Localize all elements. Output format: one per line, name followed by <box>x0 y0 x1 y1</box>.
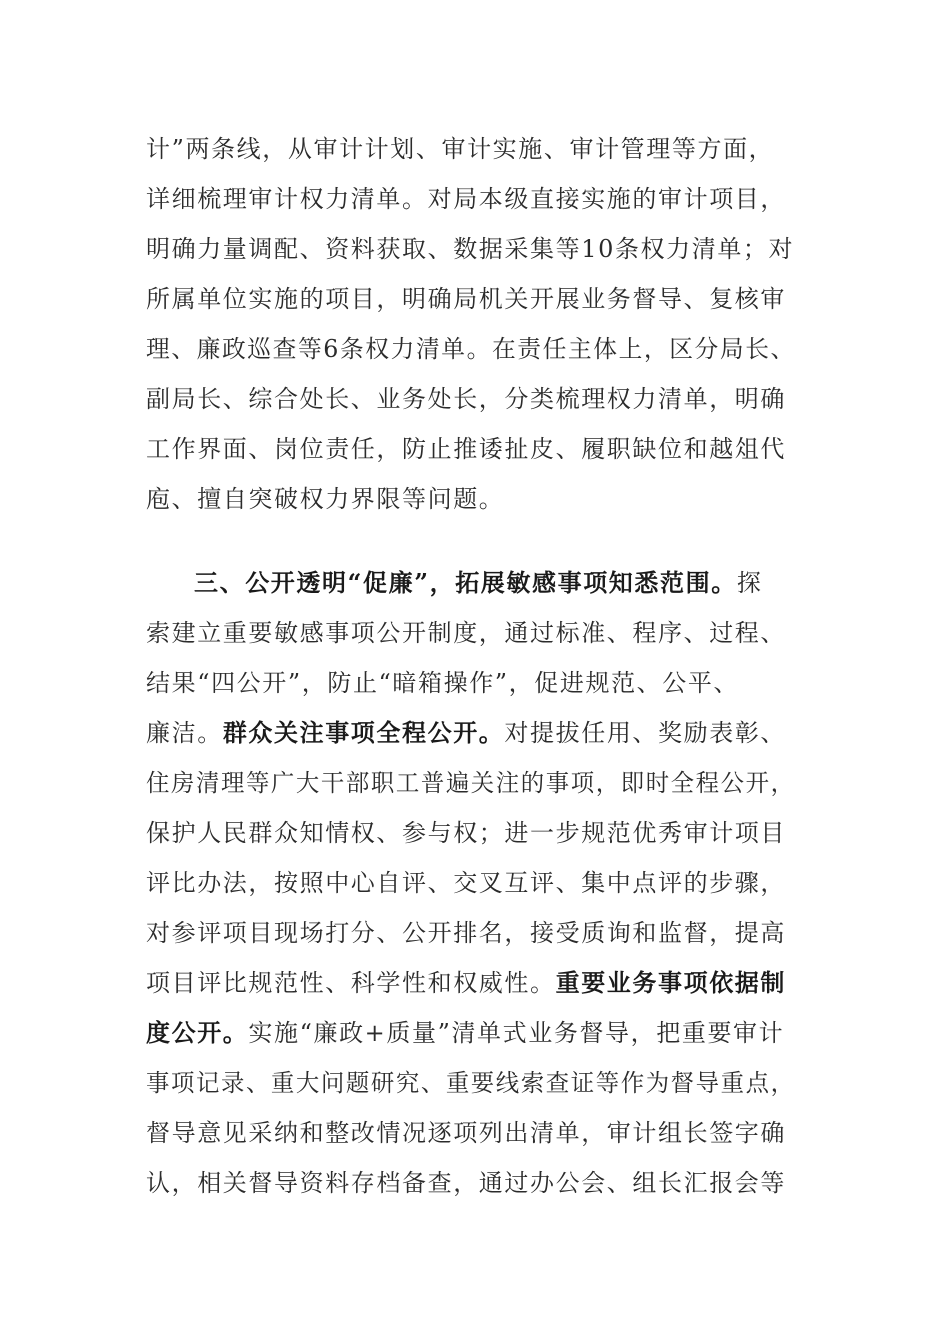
p2-line-1-rest: 探 <box>736 569 763 597</box>
p2-line-12: 督导意见采纳和整改情况逐项列出清单，审计组长签字确 <box>146 1119 786 1147</box>
subheading-business-matters-cont: 度公开。 <box>146 1018 249 1047</box>
section-heading: 三、公开透明“促廉”，拓展敏感事项知悉范围。 <box>194 568 737 597</box>
p1-line-1: 计”两条线，从审计计划、审计实施、审计管理等方面， <box>146 135 775 163</box>
p2-line-5: 住房清理等广大干部职工普遍关注的事项，即时全程公开， <box>146 769 796 797</box>
p2-line-8: 对参评项目现场打分、公开排名，接受质询和监督，提高 <box>146 919 786 947</box>
p2-line-9-pre: 项目评比规范性、科学性和权威性。 <box>146 969 556 997</box>
subheading-business-matters: 重要业务事项依据制 <box>555 968 787 997</box>
p2-line-9 <box>146 968 786 998</box>
p1-line-8: 庖、擅自突破权力界限等问题。 <box>146 485 505 513</box>
p1-line-7: 工作界面、岗位责任，防止推诿扯皮、履职缺位和越俎代 <box>146 435 786 463</box>
p2-line-4-rest: 对提拔任用、奖励表彰、 <box>504 719 787 747</box>
p1-line-3: 明确力量调配、资料获取、数据采集等10条权力清单；对 <box>146 235 795 263</box>
p2-line-10-rest: 实施“廉政+质量”清单式业务督导，把重要审计 <box>248 1019 785 1047</box>
p2-line-1 <box>194 568 762 598</box>
p2-line-10 <box>146 1018 784 1048</box>
p2-line-3: 结果“四公开”，防止“暗箱操作”，促进规范、公平、 <box>146 669 740 697</box>
p2-line-2: 索建立重要敏感事项公开制度，通过标准、程序、过程、 <box>146 619 786 647</box>
p1-line-2: 详细梳理审计权力清单。对局本级直接实施的审计项目， <box>146 185 786 213</box>
p2-line-11: 事项记录、重大问题研究、重要线索查证等作为督导重点， <box>146 1069 796 1097</box>
p1-line-5: 理、廉政巡查等6条权力清单。在责任主体上，区分局长、 <box>146 335 796 363</box>
p2-line-4 <box>146 718 786 748</box>
p2-line-7: 评比办法，按照中心自评、交叉互评、集中点评的步骤， <box>146 869 786 897</box>
p2-line-6: 保护人民群众知情权、参与权；进一步规范优秀审计项目 <box>146 819 786 847</box>
p2-line-4-pre: 廉洁。 <box>146 719 223 747</box>
p1-line-4: 所属单位实施的项目，明确局机关开展业务督导、复核审 <box>146 285 786 313</box>
subheading-public-concern: 群众关注事项全程公开。 <box>222 718 505 747</box>
p2-line-13: 认，相关督导资料存档备查，通过办公会、组长汇报会等 <box>146 1169 786 1197</box>
p1-line-6: 副局长、综合处长、业务处长，分类梳理权力清单，明确 <box>146 385 786 413</box>
